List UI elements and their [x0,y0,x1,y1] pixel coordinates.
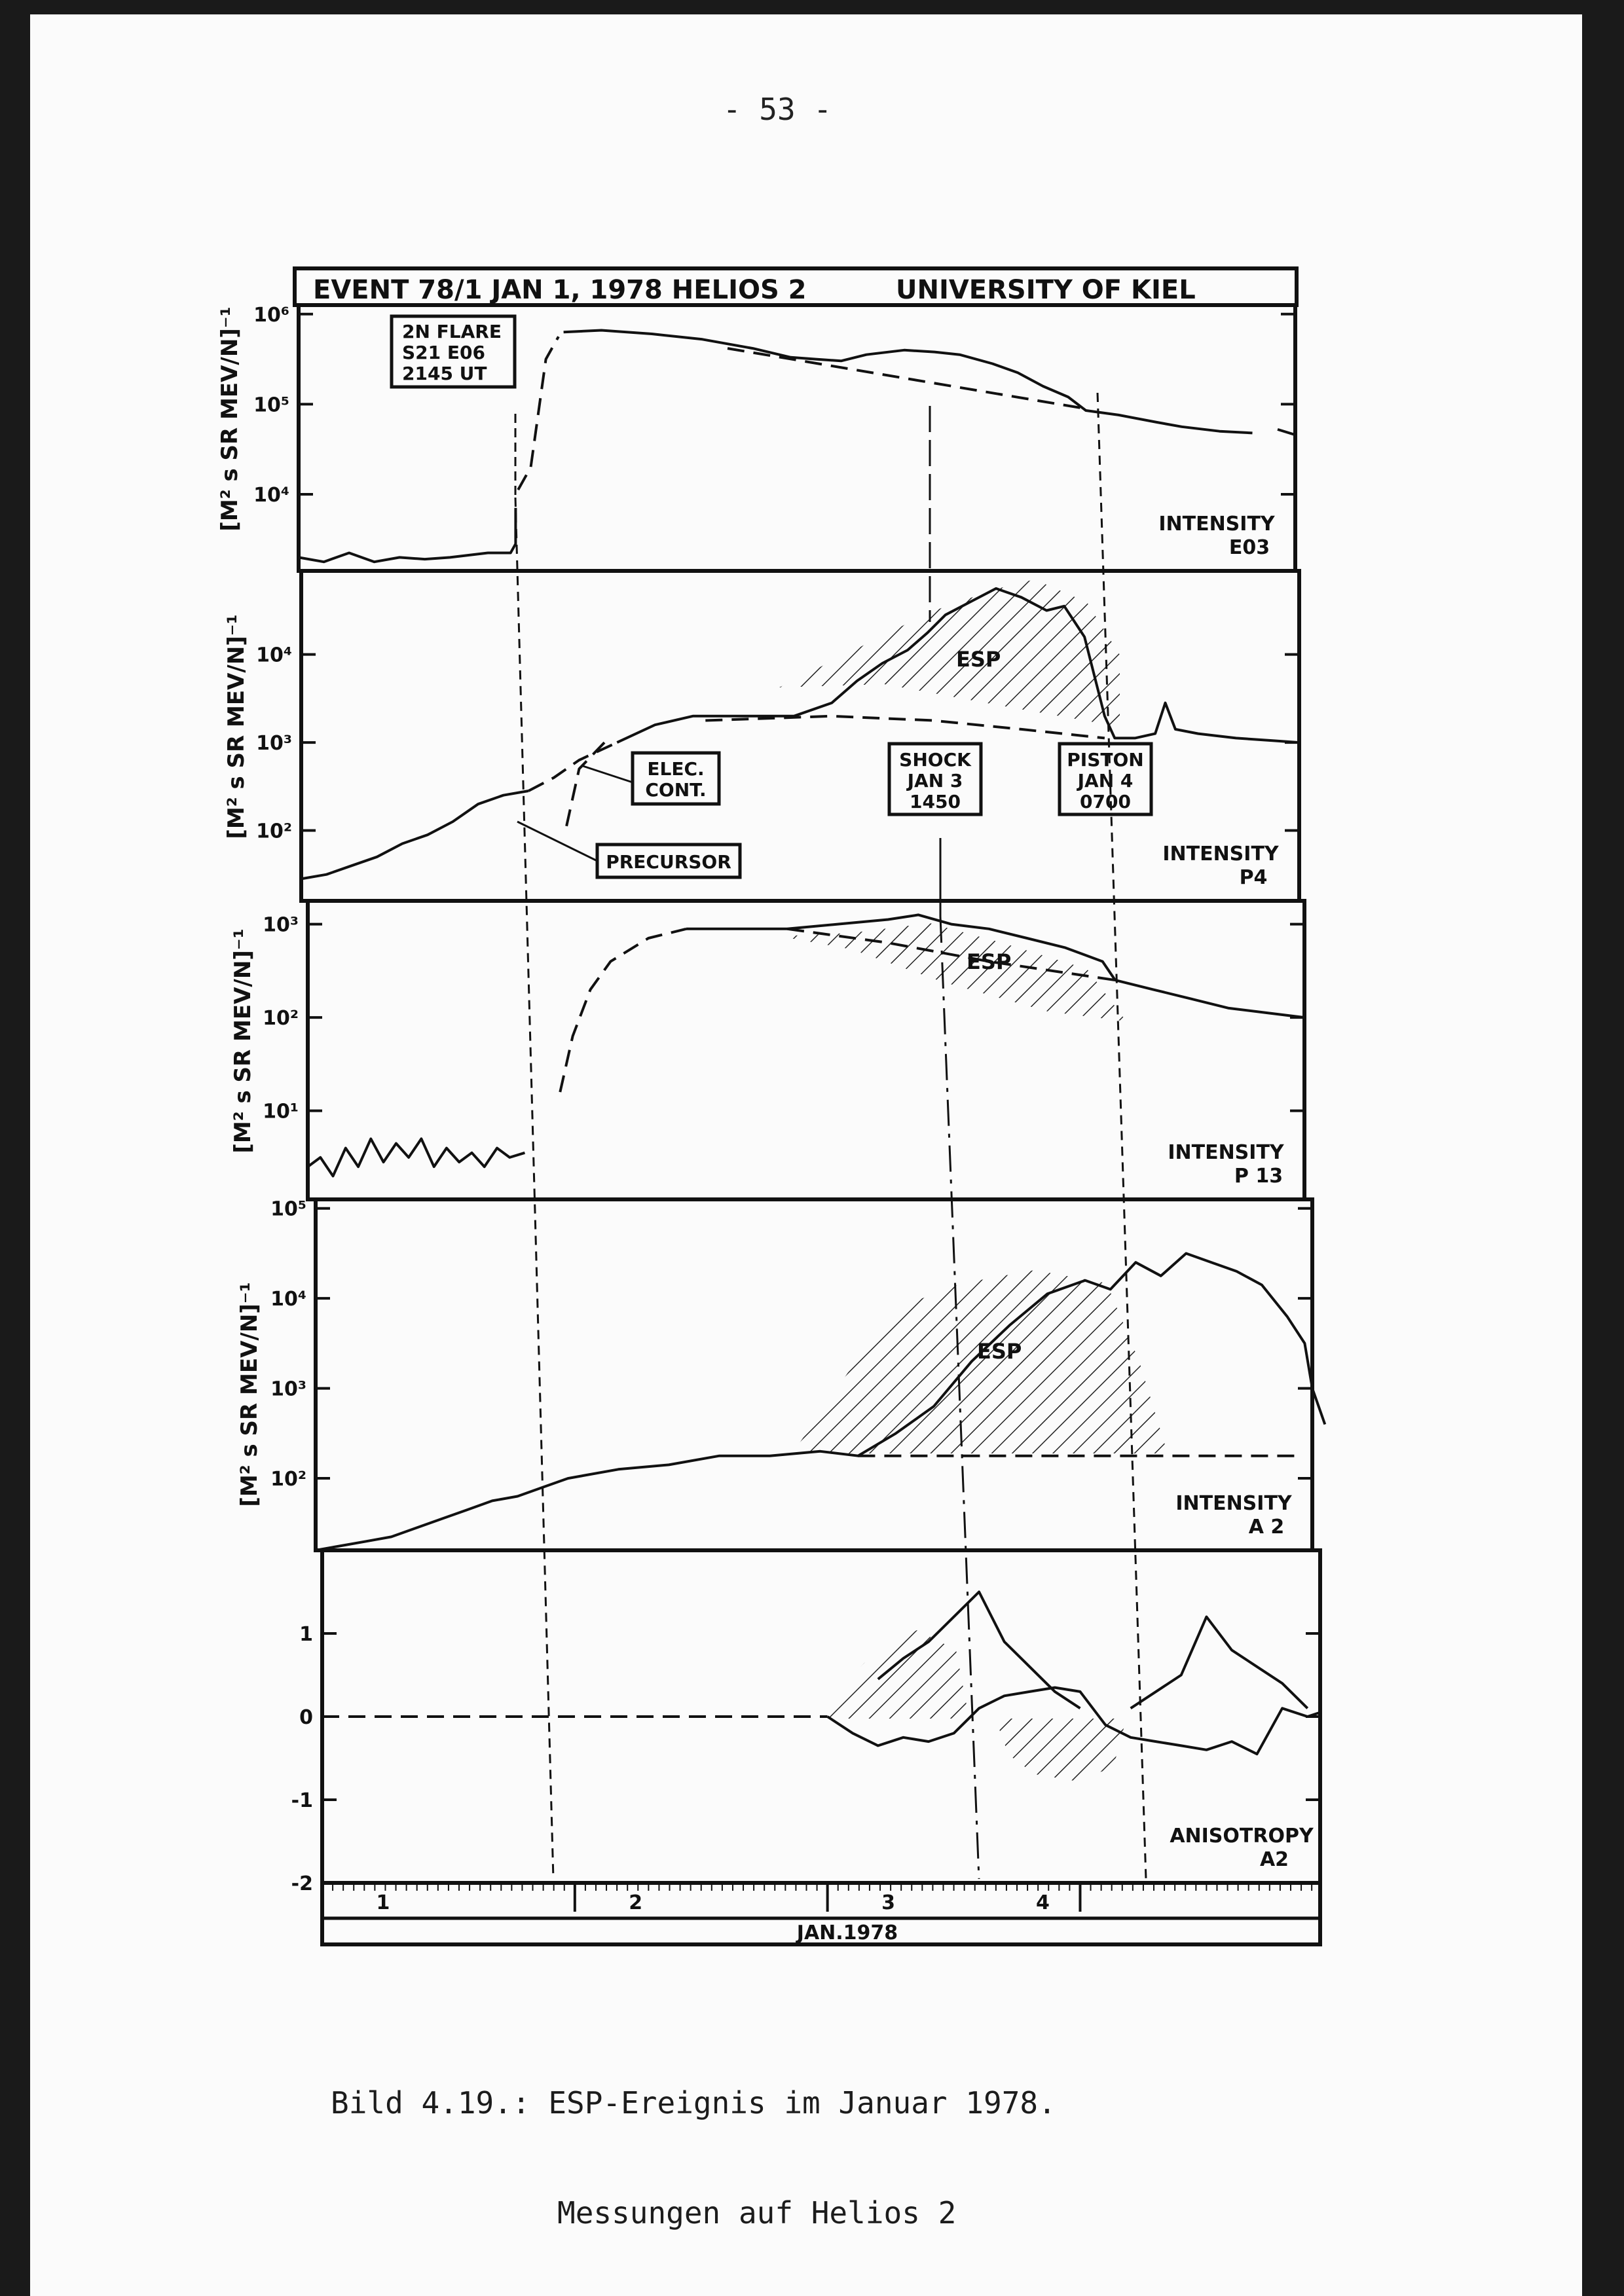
series-anisotropy-3 [1131,1617,1308,1709]
shock-box [889,744,981,814]
panel-label-p4: INTENSITY [1162,843,1279,866]
panel-label-a2: INTENSITY [1175,1492,1292,1515]
esp-label-p4: ESP [956,647,1001,672]
time-axis [322,1883,1320,1944]
shock-line-2: JAN 3 [907,770,963,792]
ylabel-a2: [M² s SR MEV/N]⁻¹ [236,1282,263,1507]
piston-line-1: PISTON [1067,749,1144,771]
panel-sublabel-a2: A 2 [1248,1516,1285,1539]
series-p13-1 [560,929,686,1092]
shock-line-1: SHOCK [899,749,971,771]
ytick-label-a2-3: 10⁵ [270,1197,306,1221]
precursor-label: PRECURSOR [606,851,731,873]
panel-frame-a2 [316,1199,1312,1550]
anisotropy-hatch-positive [812,1630,969,1719]
shock-line-3: 1450 [910,791,961,812]
xtick-label-1: 1 [376,1891,390,1914]
series-e03-1 [518,337,559,490]
esp-label-a2: ESP [977,1339,1022,1364]
precursor-arrow [517,822,597,861]
caption-line-1: Bild 4.19.: ESP-Ereignis im Januar 1978. [331,2085,1056,2121]
series-a2-0 [316,1254,1312,1551]
ylabel-p13: [M² s SR MEV/N]⁻¹ [230,928,256,1154]
panel-sublabel-p13: P 13 [1234,1165,1283,1188]
elec-arrow [583,766,633,782]
ytick-label-p13-2: 10³ [263,913,299,937]
series-e03-4 [728,348,1086,409]
precursor-box [597,845,740,877]
xaxis-label: JAN.1978 [796,1922,898,1944]
ytick-label-e03-2: 10⁶ [253,303,289,327]
ytick-label-p13-0: 10¹ [263,1100,299,1123]
series-p4-4 [705,716,1105,738]
ytick-label-a2-1: 10³ [270,1377,306,1401]
panel-label-e03: INTENSITY [1158,513,1275,536]
page-number: - 53 - [722,92,832,127]
xtick-label-2: 2 [629,1891,643,1914]
ytick-label-p4-2: 10⁴ [256,644,292,667]
flare-line-3: 2145 UT [402,363,487,384]
ytick-label-a2-2: 10⁴ [270,1288,306,1311]
ytick-label-p4-0: 10² [256,820,292,843]
ylabel-e03: [M² s SR MEV/N]⁻¹ [217,306,243,532]
panel-label-anisotropy: ANISOTROPY [1170,1825,1314,1848]
header-left: EVENT 78/1 JAN 1, 1978 HELIOS 2 [313,275,807,305]
series-p4-3 [566,742,604,826]
series-p4-1 [528,742,617,791]
header-right: UNIVERSITY OF KIEL [896,275,1196,305]
flare-box [392,316,515,387]
piston-line-2: JAN 4 [1077,770,1134,792]
elec-line-1: ELEC. [647,758,705,780]
panel-sublabel-p4: P4 [1239,866,1268,889]
ytick-label-anisotropy-0: -2 [291,1872,313,1895]
xtick-label-3: 3 [881,1891,895,1914]
panel-label-p13: INTENSITY [1168,1141,1284,1164]
event-onset-line [515,498,553,1879]
series-e03-3 [1278,429,1295,435]
flare-line-2: S21 E06 [402,342,485,363]
caption-line-2: Messungen auf Helios 2 [557,2195,957,2231]
figure-caption [331,2011,1056,2268]
ytick-label-e03-1: 10⁵ [253,393,289,417]
elec-line-2: CONT. [645,779,707,801]
series-p4-0 [301,791,528,879]
esp-label-p13: ESP [967,949,1012,974]
series-e03-2 [564,331,1253,433]
ytick-label-anisotropy-2: 0 [299,1706,313,1729]
elec-cont-box [633,753,719,804]
piston-box [1060,744,1151,814]
ytick-label-p4-1: 10³ [256,732,292,756]
anisotropy-hatch-negative [995,1719,1126,1781]
piston-line-3: 0700 [1080,791,1131,812]
panel-sublabel-anisotropy: A2 [1259,1848,1289,1871]
series-p13-0 [308,1139,525,1176]
xtick-label-4: 4 [1035,1891,1050,1914]
panel-sublabel-e03: E03 [1228,536,1270,559]
piston-guide-line [1098,393,1146,1879]
ytick-label-p13-1: 10² [263,1007,299,1030]
flare-line-1: 2N FLARE [402,321,502,342]
esp-hatch-p13 [779,923,1126,1021]
ytick-label-e03-0: 10⁴ [253,484,289,507]
ylabel-p4: [M² s SR MEV/N]⁻¹ [223,614,249,839]
series-e03-0 [299,508,515,562]
ytick-label-anisotropy-3: 1 [299,1623,313,1646]
ytick-label-anisotropy-1: -1 [291,1789,313,1812]
ytick-label-a2-0: 10² [270,1468,306,1491]
panel-frame-p13 [308,901,1304,1199]
